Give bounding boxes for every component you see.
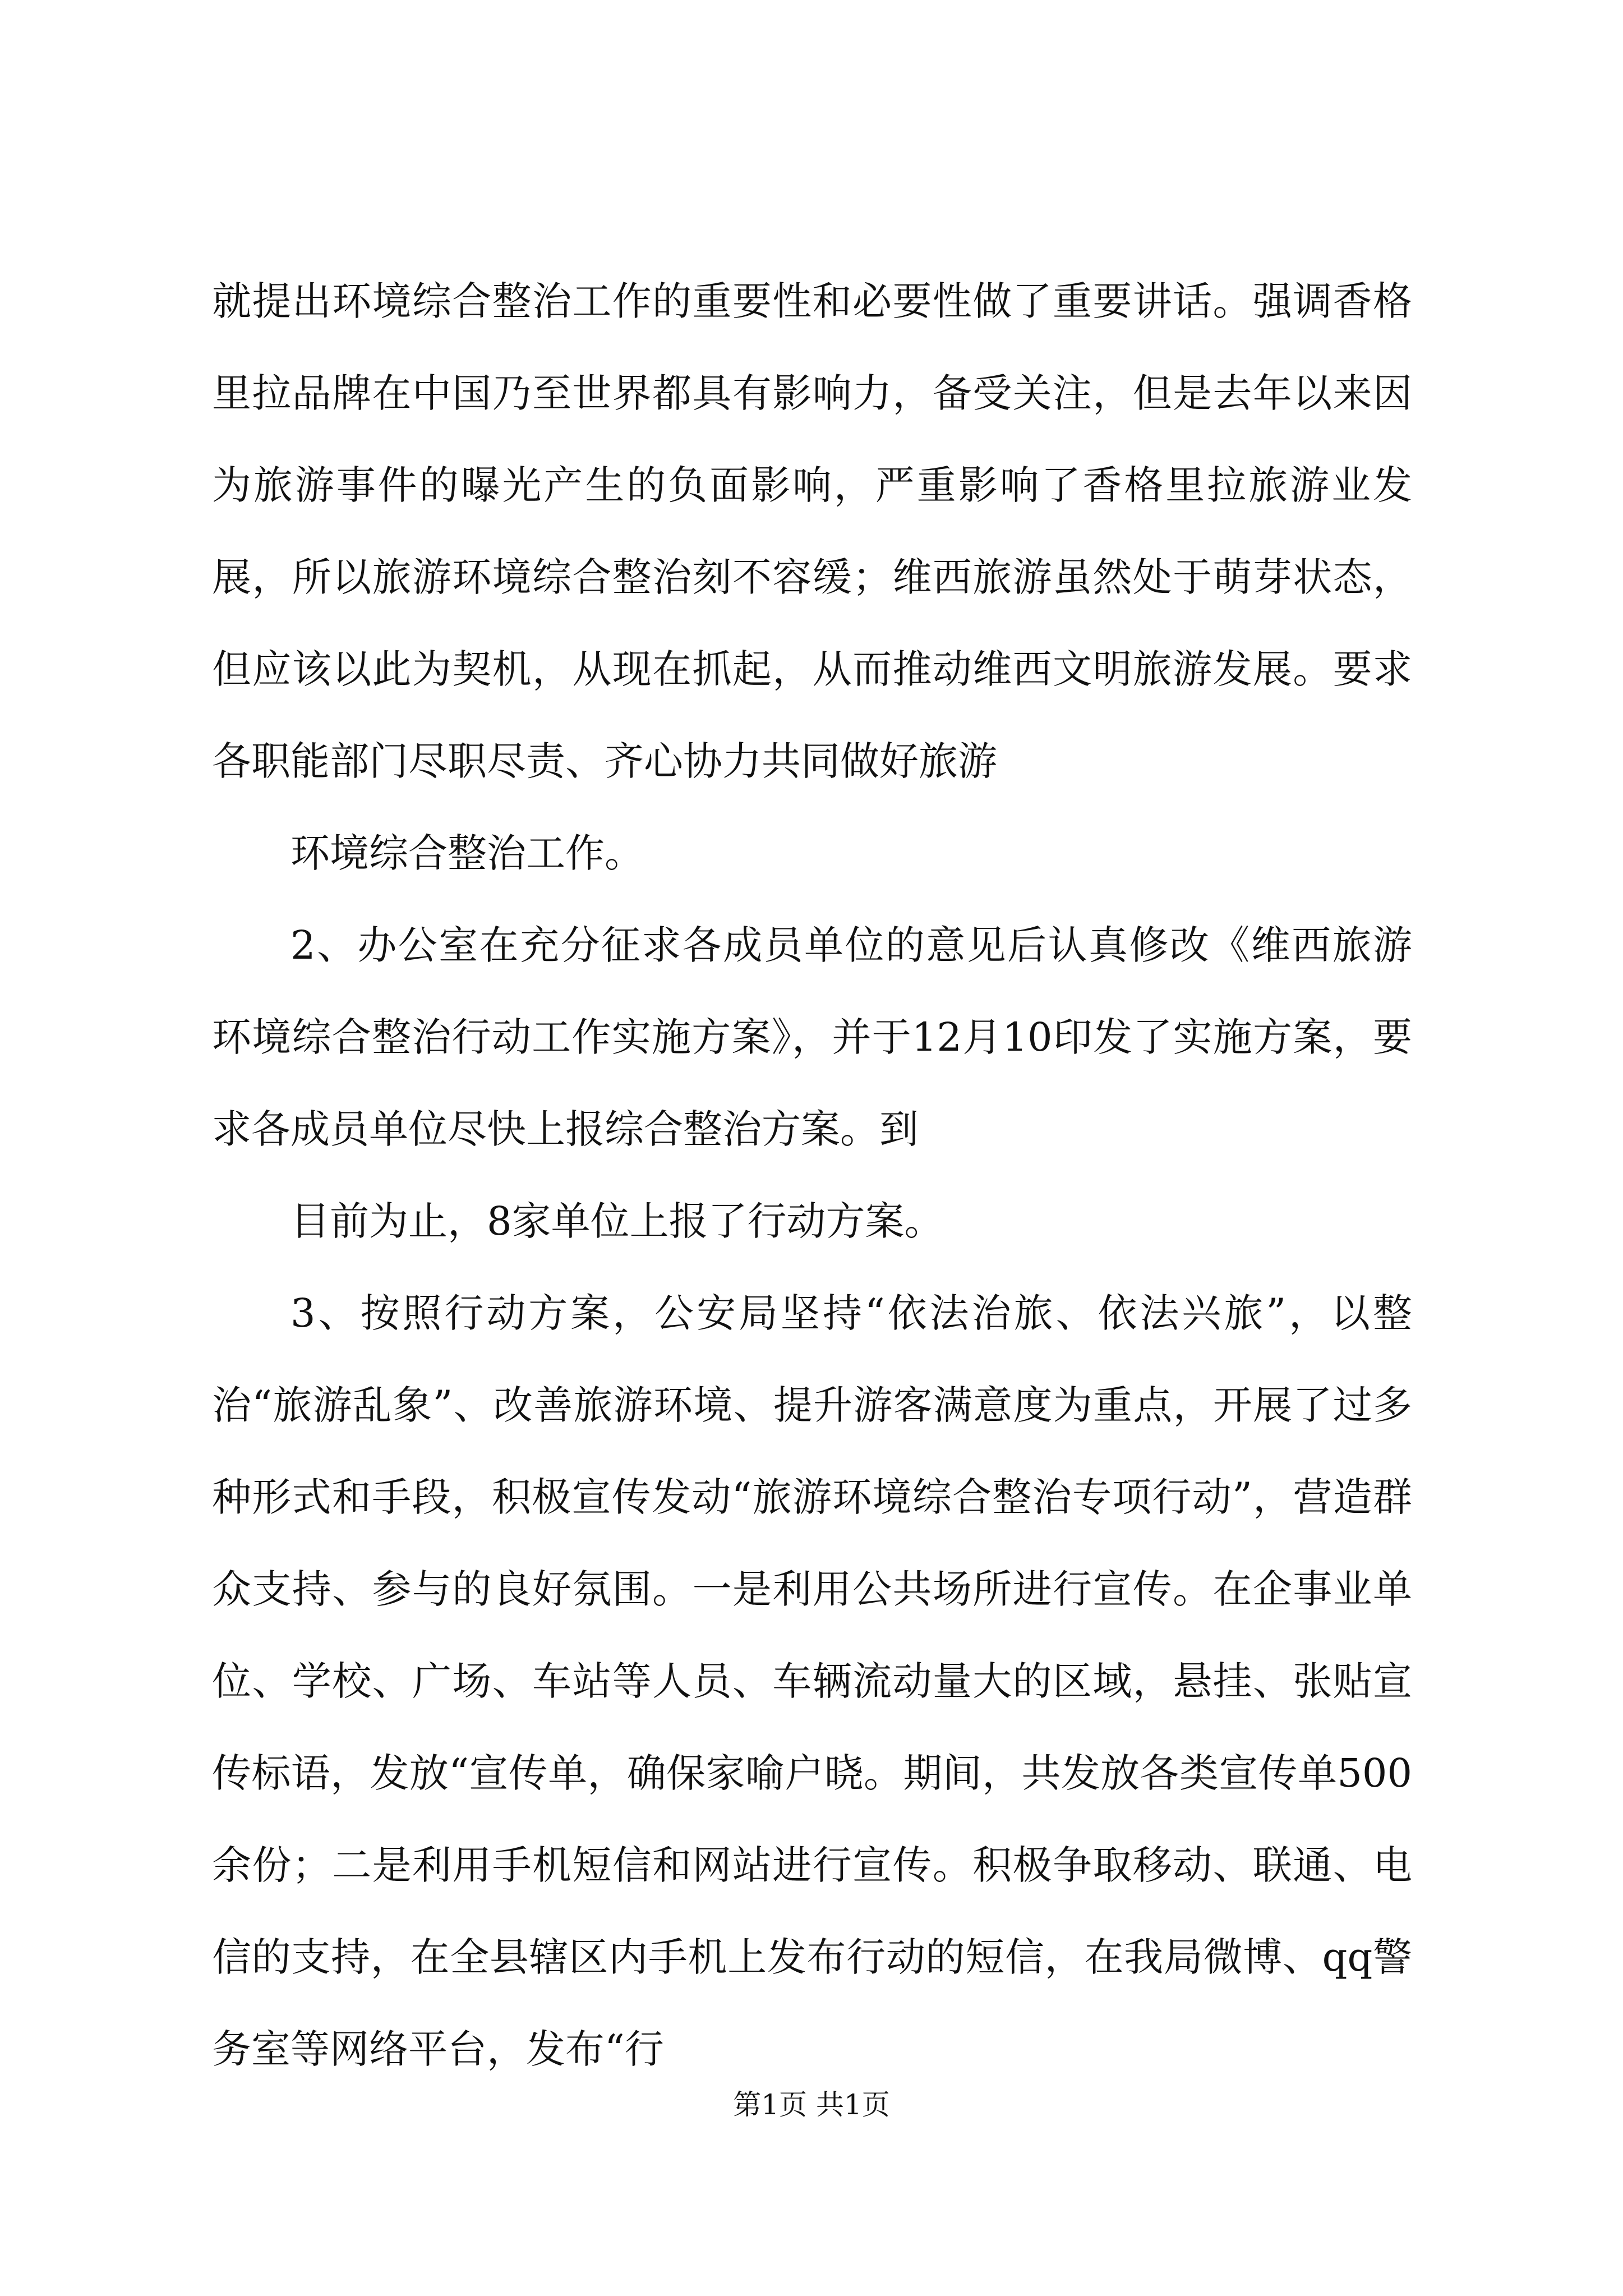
page-footer: 第1页 共1页 bbox=[733, 2088, 890, 2121]
document-body bbox=[212, 255, 1412, 2095]
paragraph-item-2: 2、办公室在充分征求各成员单位的意见后认真修改《维西旅游环境综合整治行动工作实施方案》，并于12月10印发了实施方案，要求各成员单位尽快上报综合整治方案。到 bbox=[212, 922, 1412, 1152]
paragraph-speech-summary: 就提出环境综合整治工作的重要性和必要性做了重要讲话。强调香格里拉品牌在中国乃至世界都具有影响力，备受关注，但是去年以来因为旅游事件的曝光产生的负面影响，严重影响了香格里拉旅游业发展，所以旅游环境综合整治刻不容缓；维西旅游虽然处于萌芽状态，但应该以此为契机，从现在抓起，从而推动维西文明旅游发展。要求各职能部门尽职尽责、齐心协力共同做好旅游 bbox=[212, 278, 1412, 784]
paragraph-item-3: 3、按照行动方案，公安局坚持“依法治旅、依法兴旅”，以整治“旅游乱象”、改善旅游环境、提升游客满意度为重点，开展了过多种形式和手段，积极宣传发动“旅游环境综合整治专项行动”，营造群众支持、参与的良好氛围。一是利用公共场所进行宣传。在企事业单位、学校、广场、车站等人员、车辆流动量大的区域，悬挂、张贴宣传标语，发放“宣传单，确保家喻户晓。期间，共发放各类宣传单500余份；二是利用手机短信和网站进行宣传。积极争取移动、联通、电信的支持，在全县辖区内手机上发布行动的短信，在我局微博、qq警务室等网络平台，发布“行 bbox=[212, 1290, 1412, 2072]
paragraph-item-2-continuation: 目前为止，8家单位上报了行动方案。 bbox=[291, 1198, 944, 1244]
paragraph-continuation: 环境综合整治工作。 bbox=[291, 830, 644, 876]
